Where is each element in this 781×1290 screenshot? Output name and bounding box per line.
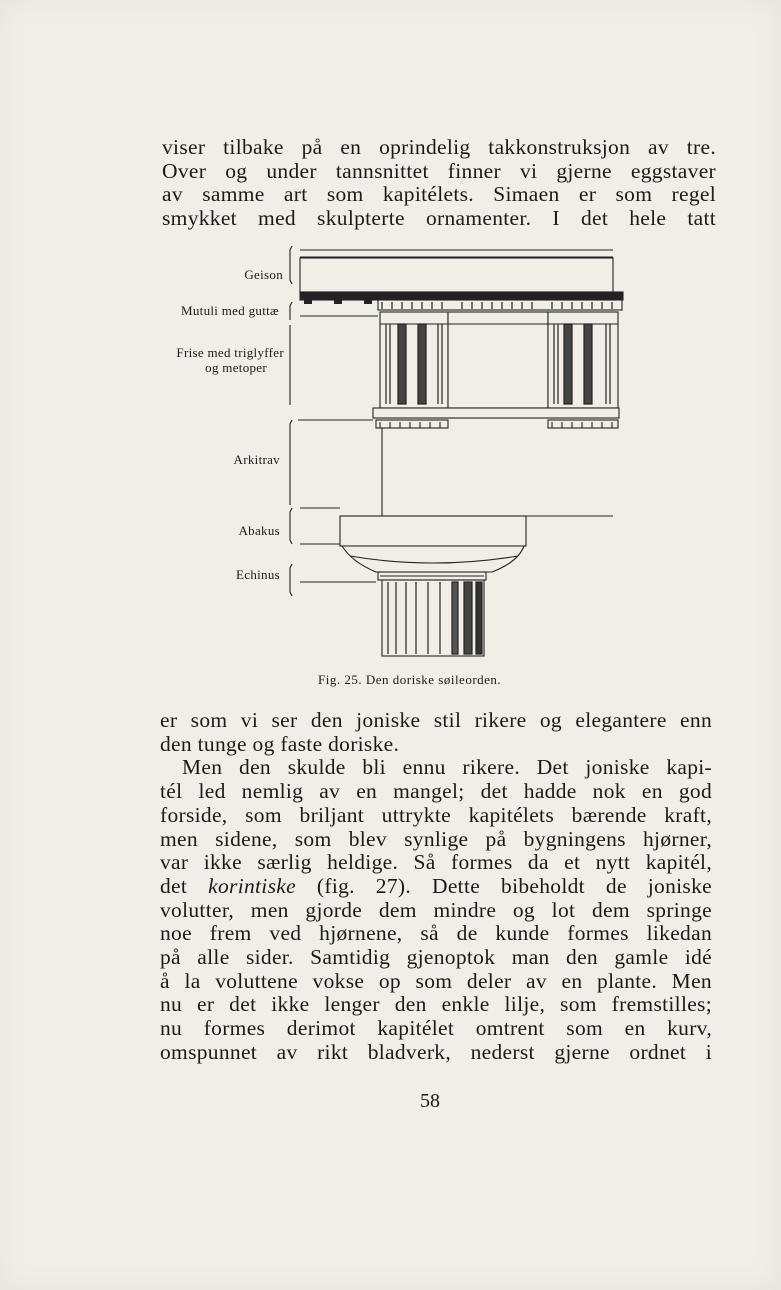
page-number: 58 [420,1090,440,1112]
figure-caption: Fig. 25. Den doriske søileorden. [318,672,502,687]
label-echinus: Echinus [236,567,280,582]
bracket-echinus [290,564,292,596]
doric-order-figure [140,240,640,660]
dentil-band [378,300,622,310]
doric-order-drawing [140,240,640,660]
paragraph-top [162,136,716,231]
text-line: smykket med skulpterte ornamenter. I det hele tatt [162,206,716,231]
text-line: omspunnet av rikt bladverk, nederst gjerne ordnet i [160,1039,712,1064]
geison-shadow [300,292,623,300]
text-line: volutter, men gjorde dem mindre og lot dem springe [160,897,712,922]
text-line: nu formes derimot kapitélet omtrent som en kurv, [160,1016,712,1041]
text-line: den tunge og faste doriske. [160,731,400,756]
italic-term: korintiske [208,873,296,898]
metope [448,312,548,408]
label-arkitrav: Arkitrav [233,452,280,467]
text-line: Men den skulde bli ennu rikere. Det joniske kapi- [182,755,712,780]
label-abakus: Abakus [238,523,280,538]
bracket-arkitrav [290,420,292,505]
text-line [160,875,712,899]
text-line: forside, som briljant uttrykte kapitélets bærende kraft, [160,802,712,827]
text-fragment: (fig. 27). Dette bibeholdt de joniske [295,873,712,898]
text-line: på alle sider. Samtidig gjenoptok man den gamle idé [160,945,712,970]
regula-right [548,420,618,428]
bracket-geison [290,246,292,284]
text-line: nu er det ikke lenger den enkle lilje, som fremstilles; [160,992,712,1017]
paragraph-bottom [160,709,712,1065]
geison-block [300,258,613,292]
text-line: å la voluttene vokse op som deler av en plante. Men [160,968,712,993]
text-line: av samme art som kapitélets. Simaen er som regel [162,182,716,207]
label-frise-line2: og metoper [205,360,267,375]
text-fragment: det [160,873,209,898]
text-line: Over og under tannsnittet finner vi gjerne eggstaver [162,158,716,183]
bracket-mutuli [290,302,292,320]
label-mutuli: Mutuli med guttæ [181,303,279,318]
bracket-abakus [290,508,292,544]
abacus [340,516,526,546]
taenia [373,408,619,418]
text-line: noe frem ved hjørnene, så de kunde formes likedan [160,921,712,946]
text-line: var ikke særlig heldige. Så formes da et nytt kapitél, [160,850,712,875]
text-line: er som vi ser den joniske stil rikere og elegantere enn [160,708,712,732]
text-line: tél led nemlig av en mangel; det hadde nok en god [160,779,712,804]
mutuli-guttae-row [304,300,372,304]
regula-left [376,420,448,428]
text-line: men sidene, som blev synlige på bygningens hjørner, [160,826,712,851]
label-frise-line1: Frise med triglyffer [176,345,284,360]
text-line: viser tilbake på en oprindelig takkonstruksjon av tre. [162,135,716,159]
label-geison: Geison [244,267,283,282]
